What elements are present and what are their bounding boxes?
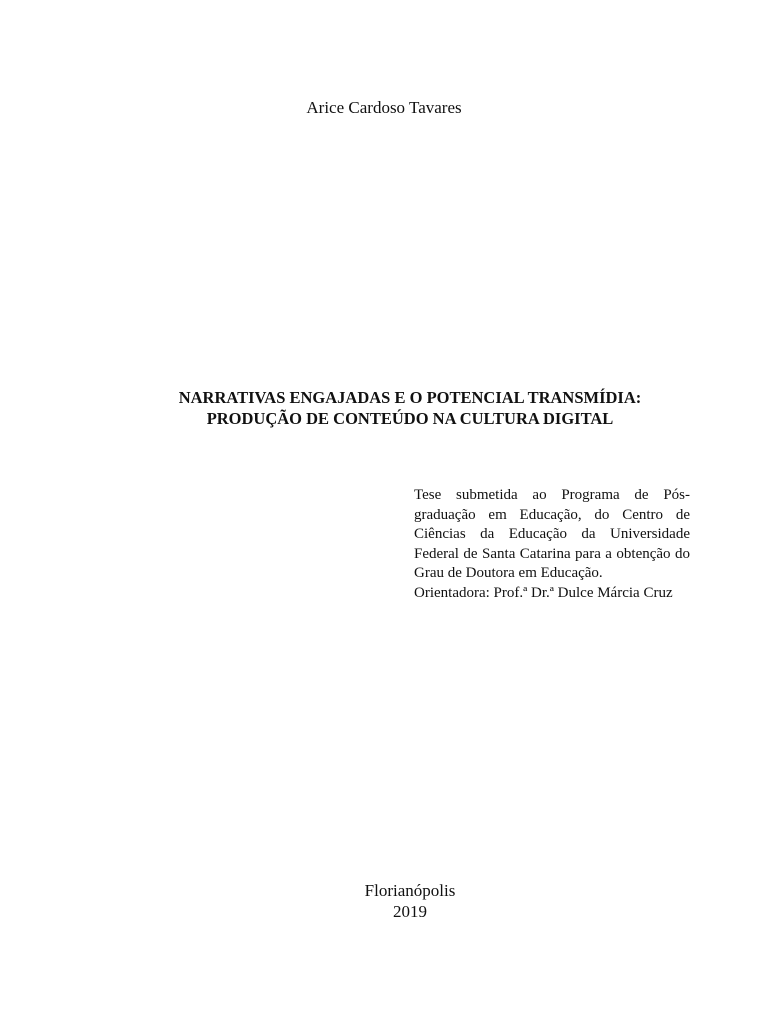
submission-note — [414, 486, 690, 604]
author-name: Arice Cardoso Tavares — [306, 98, 462, 117]
year: 2019 — [393, 902, 427, 921]
title-line-2: PRODUÇÃO DE CONTEÚDO NA CULTURA DIGITAL — [206, 409, 614, 428]
title-line-1: NARRATIVAS ENGAJADAS E O POTENCIAL TRANSMÍDIA: — [178, 388, 642, 407]
thesis-title — [0, 387, 768, 429]
place-and-year — [0, 880, 768, 922]
advisor-text: Orientadora: Prof.ª Dr.ª Dulce Márcia Cruz — [414, 584, 673, 601]
city: Florianópolis — [364, 881, 456, 900]
submission-text: Tese submetida ao Programa de Pós-graduação em Educação, do Centro de Ciências da Educação da Universidade Federal de Santa Catarina para a obtenção do Grau de Doutora em Educação. — [414, 487, 690, 582]
